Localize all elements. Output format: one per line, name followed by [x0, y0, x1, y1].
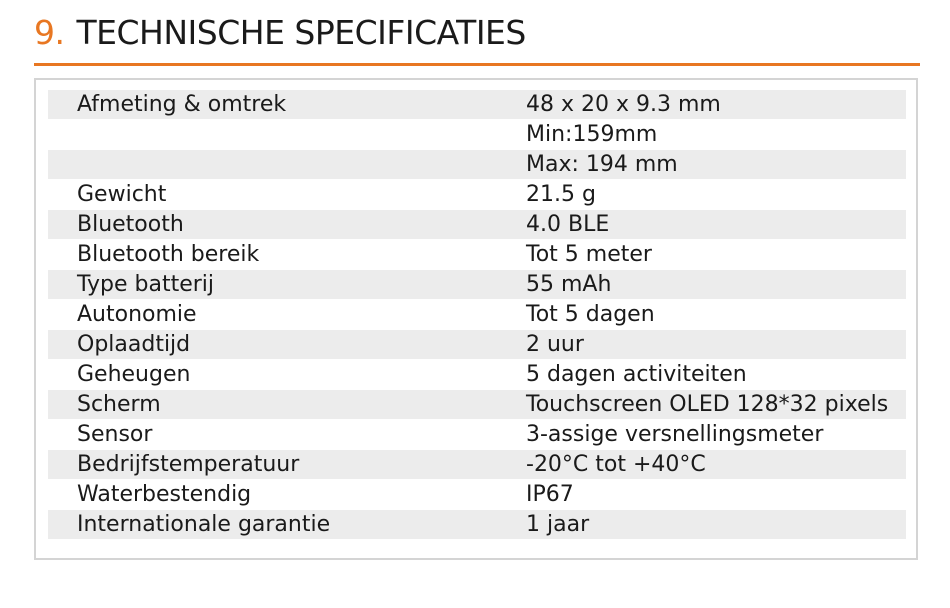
- table-row: [48, 450, 906, 480]
- table-row: [48, 510, 906, 540]
- table-row: [48, 120, 906, 150]
- spec-value: 3-assige versnellingsmeter: [526, 422, 824, 447]
- spec-value: -20°C tot +40°C: [526, 452, 706, 477]
- spec-label: Gewicht: [77, 182, 167, 207]
- spec-label: Oplaadtijd: [77, 332, 191, 357]
- spec-value: 4.0 BLE: [526, 212, 610, 237]
- spec-value: Touchscreen OLED 128*32 pixels: [526, 392, 889, 417]
- table-row: [48, 90, 906, 120]
- section-title: TECHNISCHE SPECIFICATIES: [76, 12, 526, 52]
- spec-value: Min:159mm: [526, 122, 658, 147]
- table-row: [48, 480, 906, 510]
- spec-label: Bedrijfstemperatuur: [77, 452, 300, 477]
- spec-label: Internationale garantie: [77, 512, 331, 537]
- table-row: [48, 420, 906, 450]
- spec-label: Sensor: [77, 422, 153, 447]
- table-row: [48, 330, 906, 360]
- table-row: [48, 210, 906, 240]
- table-row: [48, 390, 906, 420]
- table-row: [48, 300, 906, 330]
- heading-divider: [34, 63, 920, 66]
- table-row: [48, 150, 906, 180]
- spec-value: 1 jaar: [526, 512, 590, 537]
- spec-value: 5 dagen activiteiten: [526, 362, 747, 387]
- spec-label: Afmeting & omtrek: [77, 92, 287, 117]
- spec-label: Bluetooth: [77, 212, 184, 237]
- section-number: 9.: [34, 12, 65, 52]
- spec-label: Waterbestendig: [77, 482, 252, 507]
- spec-table: [34, 78, 918, 560]
- spec-label: Scherm: [77, 392, 161, 417]
- spec-value: 2 uur: [526, 332, 584, 357]
- spec-value: Max: 194 mm: [526, 152, 678, 177]
- spec-label: Autonomie: [77, 302, 197, 327]
- spec-value: IP67: [526, 482, 574, 507]
- spec-rows: [48, 90, 906, 540]
- section-heading: [34, 8, 526, 56]
- spec-value: Tot 5 dagen: [526, 302, 655, 327]
- spec-label: Type batterij: [77, 272, 215, 297]
- spec-label: Geheugen: [77, 362, 191, 387]
- table-row: [48, 360, 906, 390]
- table-row: [48, 180, 906, 210]
- spec-value: 48 x 20 x 9.3 mm: [526, 92, 721, 117]
- spec-value: 21.5 g: [526, 182, 596, 207]
- spec-value: 55 mAh: [526, 272, 612, 297]
- table-row: [48, 240, 906, 270]
- spec-label: Bluetooth bereik: [77, 242, 260, 267]
- spec-value: Tot 5 meter: [526, 242, 652, 267]
- table-row: [48, 270, 906, 300]
